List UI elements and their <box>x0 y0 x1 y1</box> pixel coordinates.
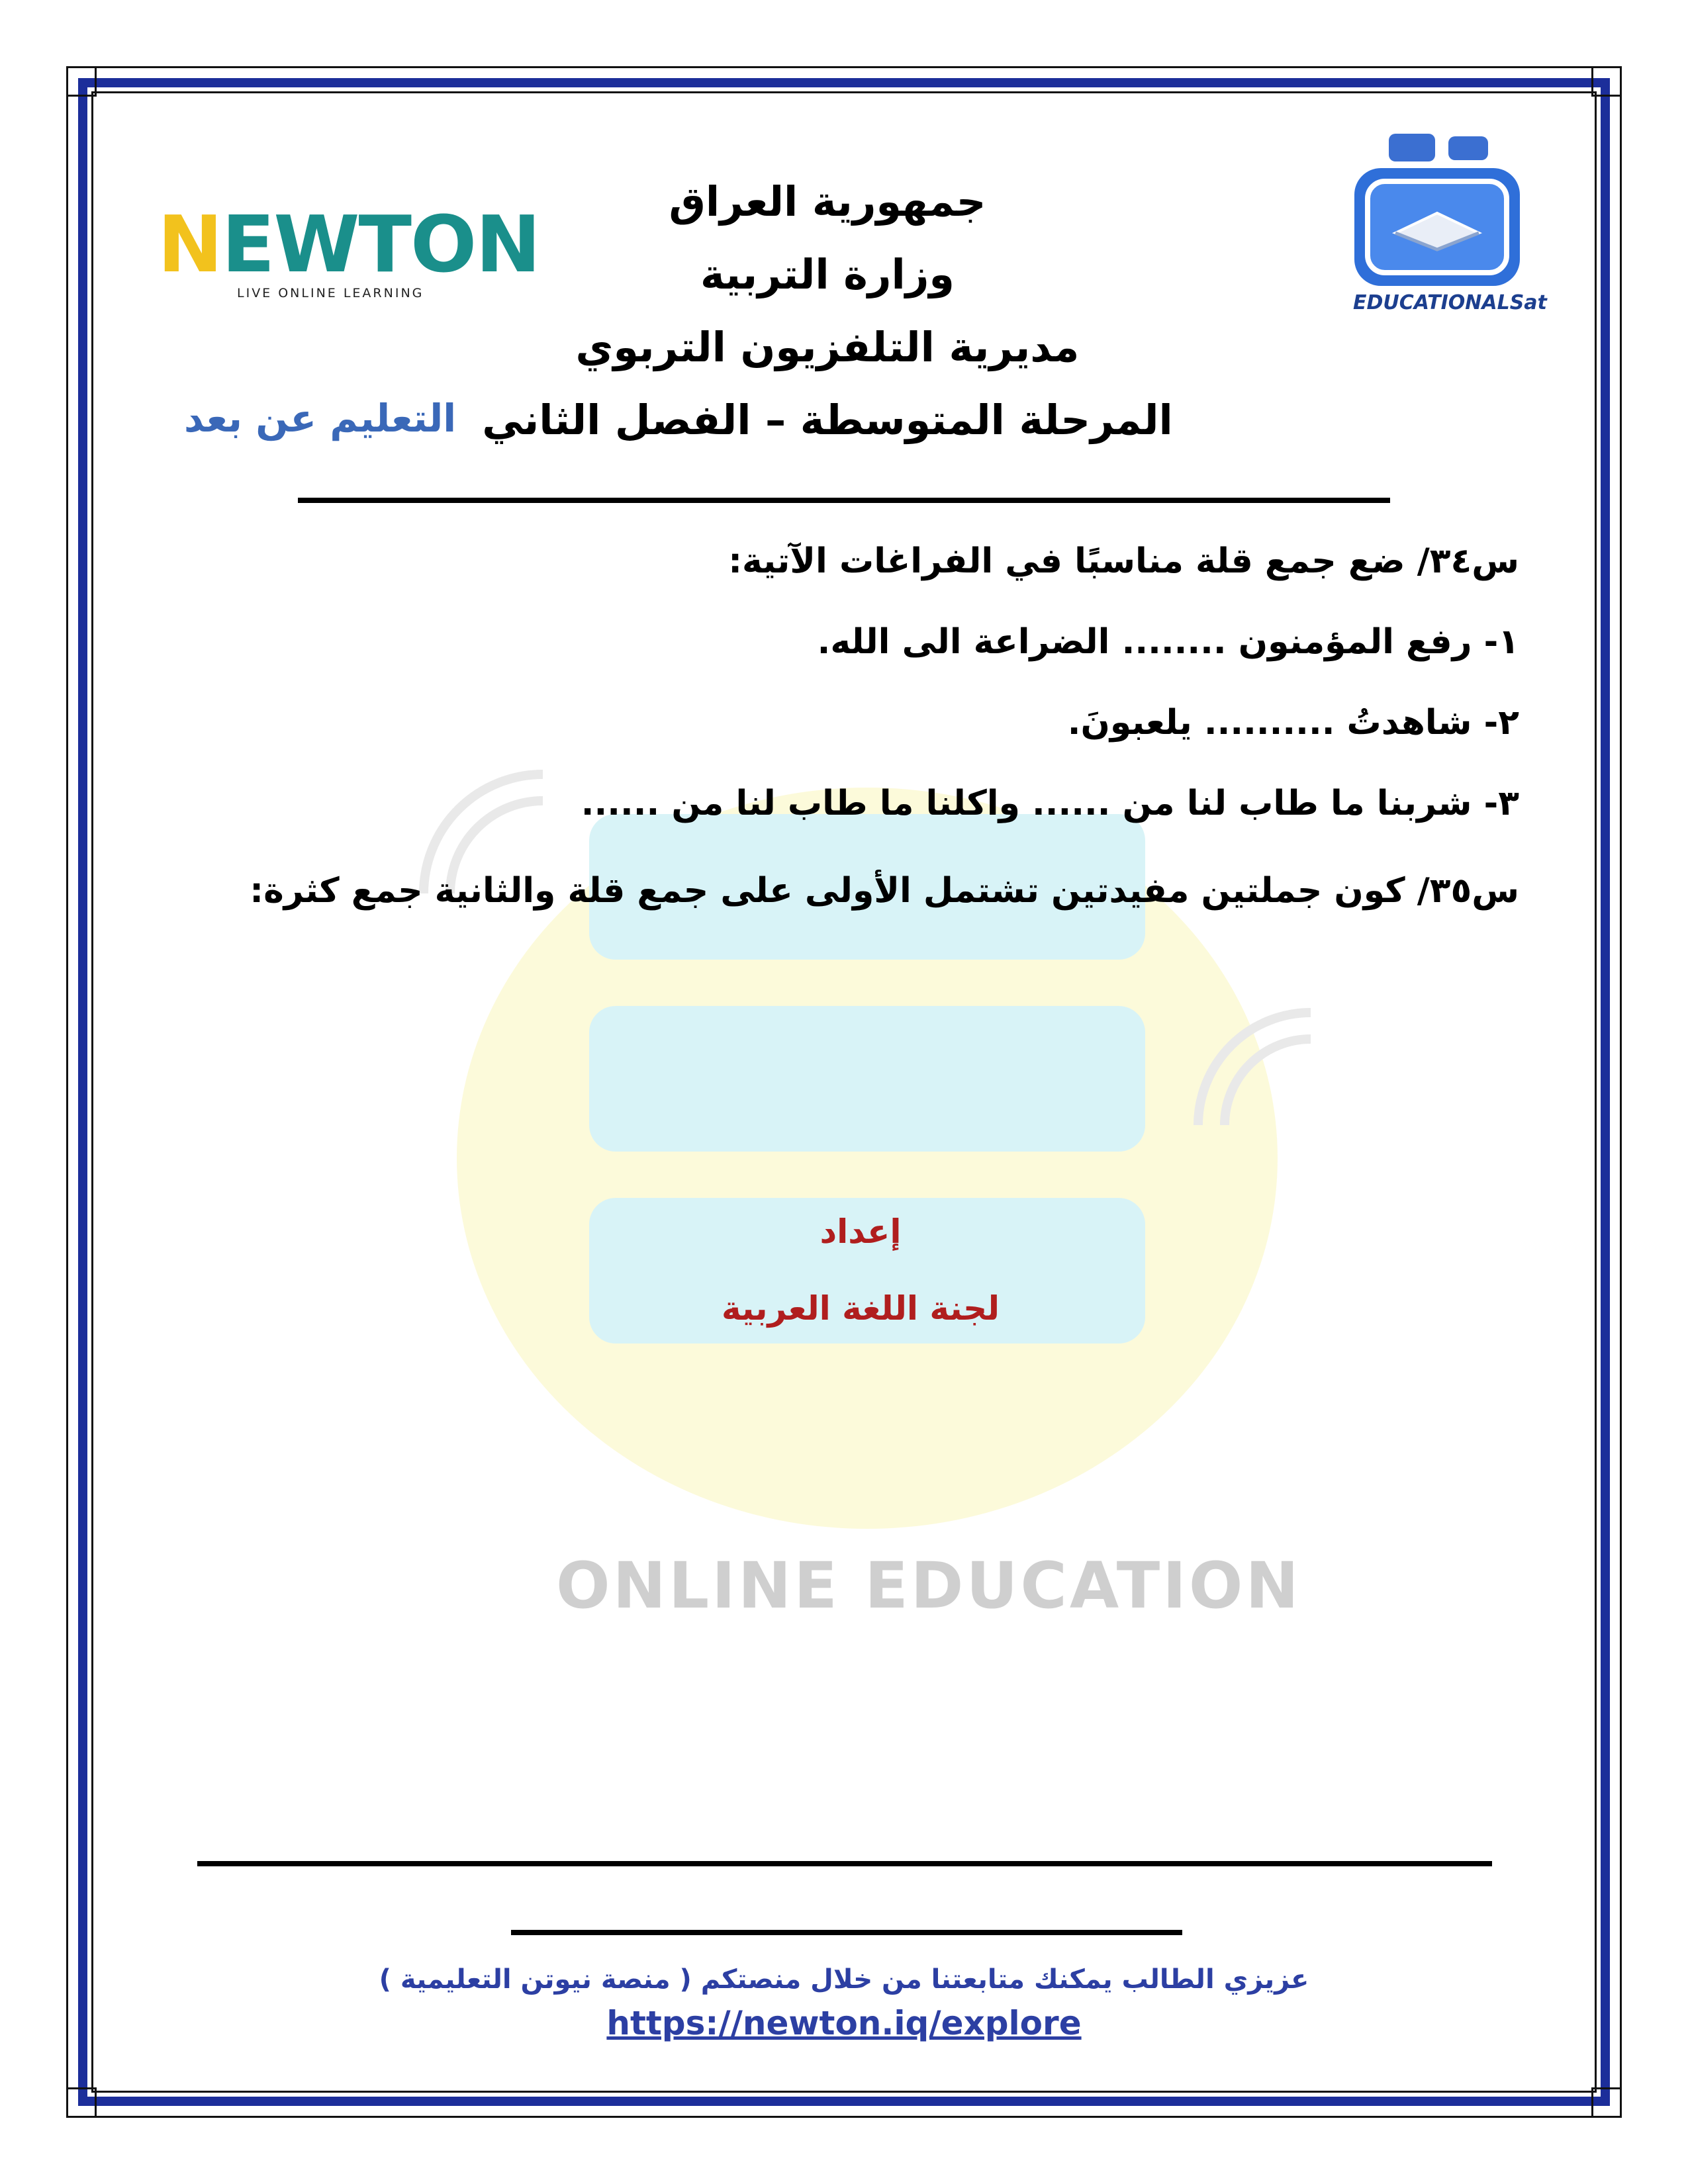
credit-committee: لجنة اللغة العربية <box>722 1289 1000 1328</box>
remote-learning-label: التعليم عن بعد <box>184 396 457 441</box>
footer-divider-short <box>511 1930 1182 1935</box>
q35-title: س٣٥/ كون جملتين مفيدتين تشتمل الأولى على جمع قلة والثانية جمع كثرة: <box>250 871 1519 911</box>
header-line-ministry: وزارة التربية <box>700 250 955 298</box>
educational-sat-logo-icon <box>1349 127 1548 319</box>
frame-corner-bottom-right <box>1591 2087 1622 2118</box>
q34-item-3: ٣- شربنا ما طاب لنا من ...... واكلنا ما طاب لنا من ...... <box>581 784 1519 823</box>
newton-initial: N <box>158 199 222 290</box>
header-line-stage: المرحلة المتوسطة – الفصل الثاني <box>482 396 1173 444</box>
header-divider <box>298 498 1390 503</box>
header-line-directorate: مديرية التلفزيون التربوي <box>575 323 1080 371</box>
watermark-graphic <box>371 695 1364 1621</box>
q34-item-2: ٢- شاهدتُ .......... يلعبونَ. <box>1067 703 1519 743</box>
frame-corner-bottom-left <box>66 2087 97 2118</box>
footer-note: عزيزي الطالب يمكنك متابعتنا من خلال منصتكم ( منصة نيوتن التعليمية ) <box>379 1964 1309 1995</box>
q34-item-1: ١- رفع المؤمنون ........ الضراعة الى الله. <box>817 622 1519 662</box>
header-line-country: جمهورية العراق <box>669 177 986 226</box>
footer-link[interactable]: https://newton.iq/explore <box>606 2004 1082 2042</box>
frame-corner-top-left <box>66 66 97 97</box>
q34-title: س٣٤/ ضع جمع قلة مناسبًا في الفراغات الآتية: <box>728 541 1519 581</box>
watermark-text: ONLINE EDUCATION <box>556 1549 1301 1623</box>
educational-sat-label: EDUCATIONALSat <box>1353 291 1547 314</box>
footer-divider-long <box>197 1861 1492 1866</box>
credit-label: إعداد <box>820 1212 902 1251</box>
newton-brand: EWTON <box>221 199 540 290</box>
frame-corner-top-right <box>1591 66 1622 97</box>
newton-tagline: LIVE ONLINE LEARNING <box>237 286 424 300</box>
